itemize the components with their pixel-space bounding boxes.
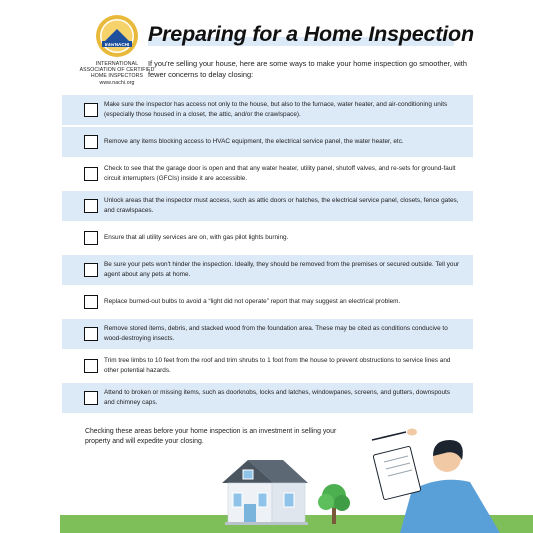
checkbox[interactable] [84, 327, 98, 341]
logo-badge-text: InterNACHI [104, 42, 130, 47]
checkbox[interactable] [84, 359, 98, 373]
checklist-item [62, 351, 473, 381]
checklist-item-text: Attend to broken or missing items, such as doorknobs, locks and latches, windowpanes, screens, and gutters, downspouts and chimney caps. [104, 389, 450, 406]
tree-icon [318, 484, 350, 524]
checkbox[interactable] [84, 199, 98, 213]
closing-paragraph: Checking these areas before your home inspection is an investment in selling your property and will expedite your closing. [85, 428, 337, 446]
house-icon [222, 460, 308, 525]
checklist-item-text: Remove stored items, debris, and stacked wood from the foundation area. These may be cited as conditions conducive to wood-destroying insects. [104, 325, 448, 342]
page-title: Preparing for a Home Inspection [148, 22, 474, 46]
checkbox[interactable] [84, 167, 98, 181]
checkbox[interactable] [84, 231, 98, 245]
checklist-item-text: Check to see that the garage door is open and that any water heater, utility panel, shutoff valves, and re-sets for ground-fault circuit interrupters (GFCIs) inside it are accessible. [104, 165, 456, 182]
house-inspector-illustration [0, 420, 533, 533]
checklist-item-text: Replace burned-out bulbs to avoid a “light did not operate” report that may suggest an electrical problem. [104, 297, 401, 305]
checklist-item-text: Remove any items blocking access to HVAC equipment, the electrical service panel, the water heater, etc. [104, 137, 404, 145]
checklist-item [62, 319, 473, 349]
checklist-item [62, 95, 473, 125]
inspection-checklist [62, 95, 473, 415]
logo-website: www.nachi.org [99, 79, 135, 86]
checklist-item [62, 223, 473, 253]
checklist-item-text: Unlock areas that the inspector must access, such as attic doors or hatches, the electrical service panel, closets, fence gates, and crawlspaces. [104, 197, 459, 214]
pen-icon [372, 432, 406, 440]
checklist-item [62, 191, 473, 221]
internachi-seal-icon [95, 14, 139, 58]
checklist-item-text: Trim tree limbs to 10 feet from the roof and trim shrubs to 1 foot from the house to prevent obstructions to service lines and other potential hazards. [104, 357, 451, 374]
checklist-item [62, 287, 473, 317]
checkbox[interactable] [84, 103, 98, 117]
checklist-item [62, 159, 473, 189]
checklist-item [62, 255, 473, 285]
checklist-item-text: Be sure your pets won't hinder the inspection. Ideally, they should be removed from the premises or secured outside. Tell your agent about any pets at home. [104, 261, 460, 278]
logo-org-line2: ASSOCIATION OF CERTIFIED [79, 67, 155, 74]
checklist-item-text: Make sure the inspector has access not only to the house, but also to the furnace, water heater, and air-conditioning units (especially those housed in a closet, the attic, and/or the crawlspace). [104, 101, 448, 118]
checklist-item [62, 383, 473, 413]
checkbox[interactable] [84, 135, 98, 149]
checklist-item [62, 127, 473, 157]
checkbox[interactable] [84, 263, 98, 277]
logo-org-line3: HOME INSPECTORS [90, 73, 144, 80]
checkbox[interactable] [84, 391, 98, 405]
logo-org-line1: INTERNATIONAL [95, 61, 139, 67]
checkbox[interactable] [84, 295, 98, 309]
inspector-person-icon [372, 429, 500, 533]
clipboard-icon [373, 446, 421, 500]
intro-paragraph: If you're selling your house, here are some ways to make your home inspection go smoother, with fewer concerns to delay closing: [148, 59, 467, 79]
checklist-item-text: Ensure that all utility services are on, with gas pilot lights burning. [104, 233, 289, 241]
